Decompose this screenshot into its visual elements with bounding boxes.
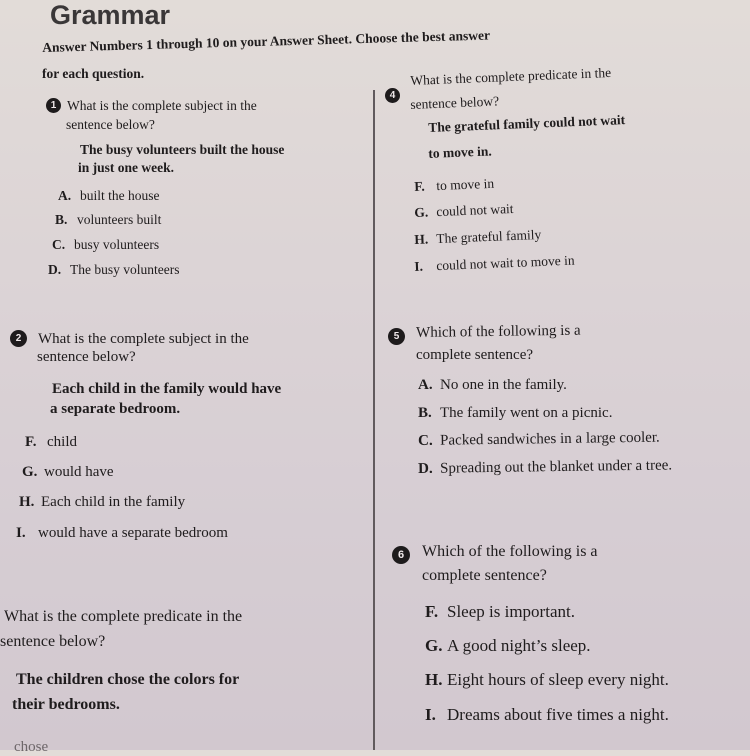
- option-letter: A.: [58, 188, 72, 203]
- option-text: Spreading out the blanket under a tree.: [440, 457, 673, 477]
- question-sentence-line: Each child in the family would have: [52, 381, 282, 397]
- question-number-badge: 2: [10, 330, 27, 347]
- question-prompt-line: complete sentence?: [422, 567, 547, 584]
- option-letter: I.: [16, 525, 26, 541]
- option-text: built the house: [80, 188, 160, 203]
- option-text: would have: [44, 464, 114, 480]
- answer-option[interactable]: [418, 456, 672, 478]
- question-prompt-line: What is the complete predicate in the: [410, 64, 612, 88]
- option-text: The family went on a picnic.: [440, 405, 613, 421]
- column-divider: [373, 90, 375, 750]
- option-text: could not wait to move in: [436, 252, 575, 274]
- option-letter: F.: [425, 602, 439, 621]
- question-sentence-line: The grateful family could not wait: [428, 112, 626, 135]
- option-text: busy volunteers: [74, 237, 160, 252]
- question-prompt-line: sentence below?: [66, 117, 155, 132]
- cutoff-option-text: chose: [14, 739, 49, 755]
- question-prompt-line: sentence below?: [37, 349, 136, 365]
- question-prompt-line: complete sentence?: [416, 347, 534, 363]
- answer-option[interactable]: [425, 637, 591, 655]
- question-sentence-line: their bedrooms.: [12, 696, 120, 713]
- answer-option[interactable]: [414, 175, 494, 195]
- directions-line-2: for each question.: [42, 66, 145, 81]
- option-letter: H.: [414, 231, 429, 247]
- option-text: volunteers built: [77, 212, 162, 227]
- option-text: Packed sandwiches in a large cooler.: [440, 429, 660, 449]
- option-text: Each child in the family: [41, 494, 186, 510]
- question-number-badge: 1: [46, 98, 61, 113]
- option-letter: G.: [414, 204, 429, 220]
- option-letter: G.: [425, 636, 443, 655]
- option-text: The busy volunteers: [70, 262, 180, 277]
- option-letter: I.: [414, 258, 424, 274]
- page-title: Grammar: [50, 0, 171, 30]
- option-text: child: [47, 434, 77, 450]
- answer-option[interactable]: [418, 376, 567, 394]
- question-prompt-line: Which of the following is a: [422, 543, 598, 560]
- option-text: to move in: [436, 175, 495, 194]
- answer-option[interactable]: [25, 433, 77, 451]
- option-letter: D.: [418, 460, 433, 477]
- directions-line-1: Answer Numbers 1 through 10 on your Answer Sheet. Choose the best answer: [42, 27, 491, 55]
- option-letter: F.: [25, 434, 37, 450]
- question-prompt-line: What is the complete predicate in the: [4, 608, 243, 625]
- option-text: Eight hours of sleep every night.: [447, 670, 669, 689]
- answer-option[interactable]: [425, 603, 575, 621]
- answer-option[interactable]: [425, 706, 669, 724]
- question-number-badge: 6: [392, 546, 410, 564]
- answer-option[interactable]: [48, 261, 179, 278]
- answer-option[interactable]: [425, 671, 669, 689]
- option-text: No one in the family.: [440, 377, 567, 393]
- option-letter: I.: [425, 705, 436, 724]
- question-prompt-line: What is the complete subject in the: [38, 331, 249, 347]
- question-prompt-line: What is the complete subject in the: [67, 98, 257, 113]
- option-text: Dreams about five times a night.: [447, 705, 669, 724]
- answer-option[interactable]: [414, 252, 575, 275]
- option-letter: F.: [414, 178, 426, 194]
- answer-option[interactable]: [414, 226, 542, 248]
- option-text: would have a separate bedroom: [38, 525, 228, 541]
- question-prompt-line: sentence below?: [410, 93, 500, 112]
- option-text: A good night’s sleep.: [447, 636, 591, 655]
- answer-option[interactable]: [418, 404, 612, 422]
- question-sentence-line: to move in.: [428, 143, 492, 161]
- answer-option[interactable]: [19, 493, 185, 511]
- question-sentence-line: The busy volunteers built the house: [80, 142, 285, 157]
- option-letter: H.: [425, 670, 443, 689]
- answer-option[interactable]: [52, 236, 159, 253]
- answer-option[interactable]: [16, 524, 228, 542]
- option-letter: C.: [418, 432, 433, 449]
- option-letter: B.: [418, 405, 432, 421]
- question-sentence-line: The children chose the colors for: [16, 671, 240, 688]
- option-text: Sleep is important.: [447, 602, 575, 621]
- answer-option[interactable]: [55, 211, 161, 228]
- answer-option[interactable]: [22, 463, 114, 481]
- option-letter: A.: [418, 377, 433, 393]
- answer-option[interactable]: [418, 429, 660, 450]
- option-letter: H.: [19, 494, 35, 510]
- question-sentence-line: in just one week.: [78, 160, 175, 175]
- question-prompt-line: Which of the following is a: [416, 322, 581, 341]
- option-text: could not wait: [436, 201, 514, 220]
- option-letter: B.: [55, 212, 68, 227]
- answer-option[interactable]: [58, 187, 160, 204]
- option-text: The grateful family: [436, 226, 542, 247]
- question-prompt-line: sentence below?: [0, 633, 106, 650]
- question-sentence-line: a separate bedroom.: [50, 401, 181, 417]
- option-letter: D.: [48, 262, 62, 277]
- question-number-badge: 4: [385, 88, 400, 103]
- question-number-badge: 5: [388, 328, 405, 345]
- option-letter: C.: [52, 237, 66, 252]
- answer-option[interactable]: [414, 200, 514, 221]
- option-letter: G.: [22, 464, 38, 480]
